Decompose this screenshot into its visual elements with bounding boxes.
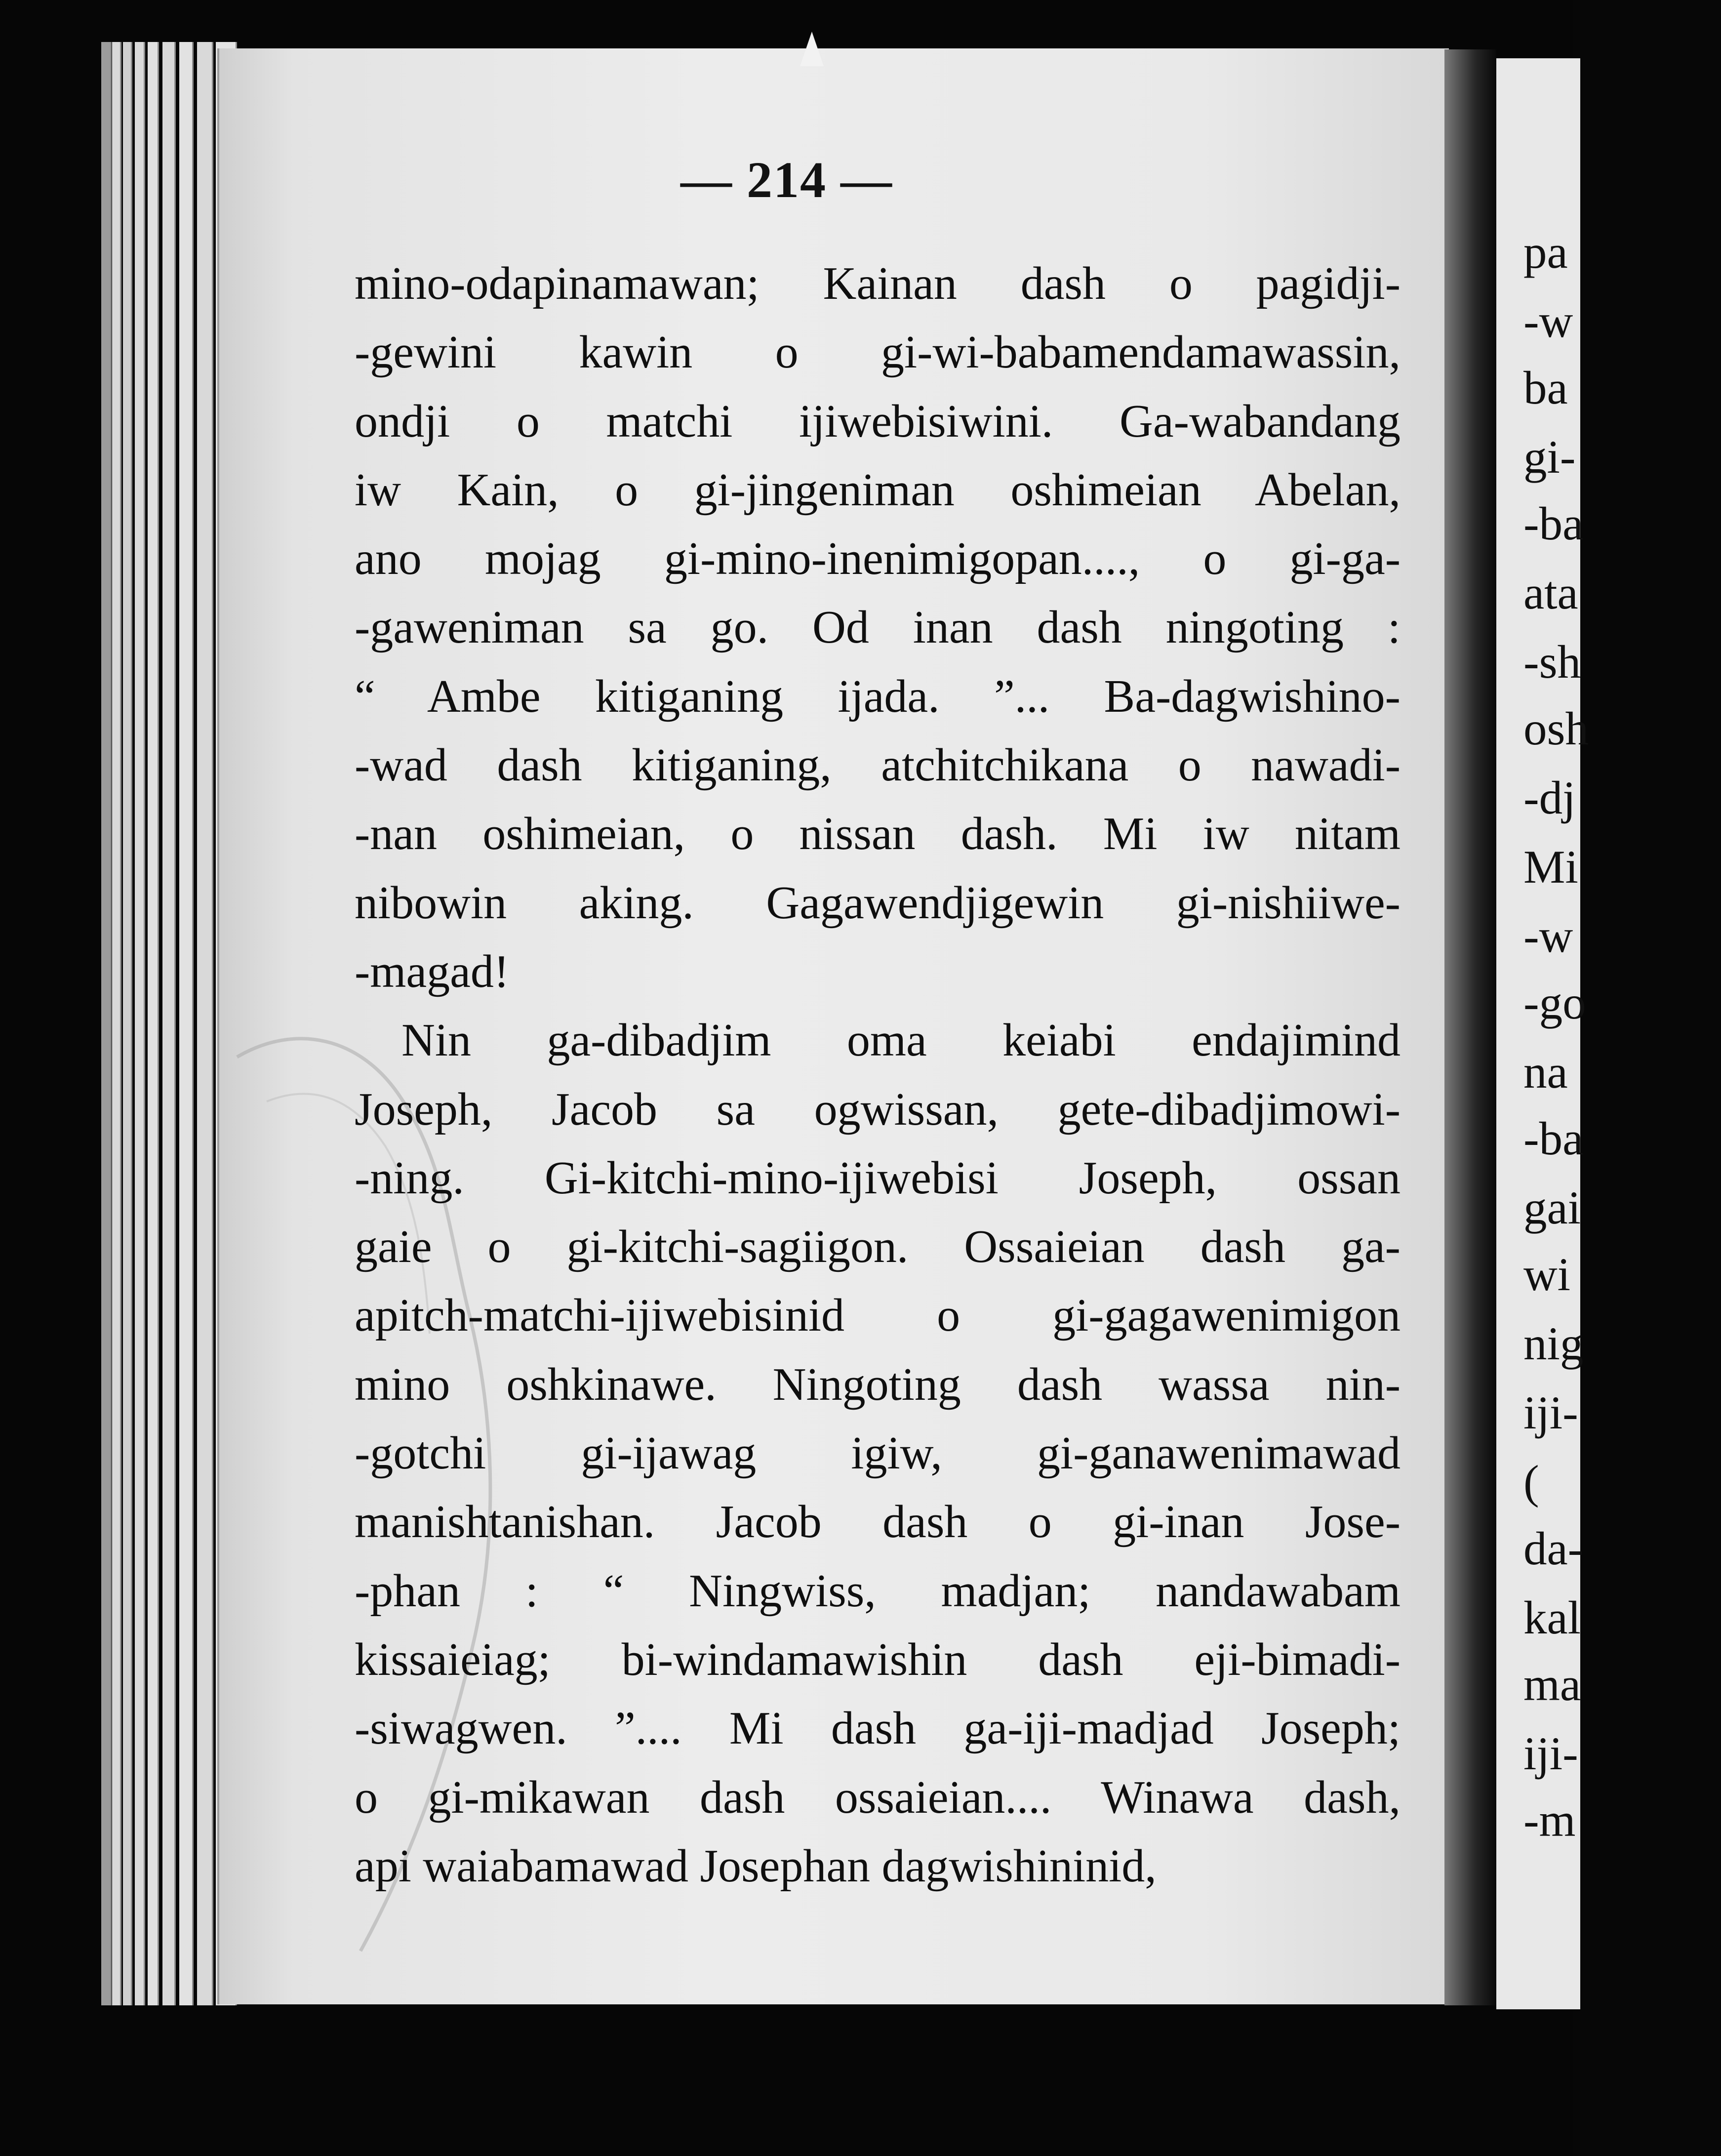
facing-text-fragment: iji- [1523, 1727, 1578, 1780]
facing-text-fragment: -go [1523, 976, 1586, 1029]
facing-text-fragment: -sh [1523, 636, 1581, 688]
text-line: -siwagwen. ”.... Mi dash ga-iji-madjad Joseph; [355, 1703, 1401, 1754]
facing-text-fragment: -m [1523, 1794, 1576, 1846]
body-text [355, 249, 1401, 1901]
facing-text-fragment: wi [1523, 1248, 1570, 1301]
facing-text-fragment: -dj [1523, 772, 1576, 824]
facing-text-fragment: Mi [1523, 841, 1578, 893]
text-line: -phan : “ Ningwiss, madjan; nandawabam [355, 1565, 1401, 1617]
text-line: -magad! [355, 945, 510, 997]
text-line: o gi-mikawan dash ossaieian.... Winawa dash, [355, 1771, 1401, 1823]
facing-text-fragment: gi- [1523, 431, 1576, 483]
text-line: -gaweniman sa go. Od inan dash ningoting : [355, 602, 1401, 653]
text-line: iw Kain, o gi-jingeniman oshimeian Abelan, [355, 464, 1401, 516]
text-line: Joseph, Jacob sa ogwissan, gete-dibadjimowi- [355, 1083, 1401, 1135]
text-line: ano mojag gi-mino-inenimigopan...., o gi-ga- [355, 533, 1401, 585]
facing-text-fragment: na [1523, 1046, 1568, 1098]
text-line: -nan oshimeian, o nissan dash. Mi iw nitam [355, 808, 1401, 860]
facing-text-fragment: -ba [1523, 1112, 1584, 1165]
text-line: “ Ambe kitiganing ijada. ”... Ba-dagwishino- [355, 670, 1401, 722]
text-line: Nin ga-dibadjim oma keiabi endajimind [401, 1015, 1401, 1066]
facing-text-fragment: nig [1523, 1317, 1584, 1370]
page-number: — 214 — [680, 152, 893, 208]
text-line: apitch-matchi-ijiwebisinid o gi-gagawenimigon [355, 1290, 1401, 1342]
text-line: mino oshkinawe. Ningoting dash wassa nin- [355, 1358, 1401, 1410]
facing-text-fragment: -w [1523, 295, 1573, 347]
book-gutter [1444, 49, 1496, 2005]
facing-text-fragment: pa [1523, 226, 1568, 278]
facing-text-fragment: -w [1523, 910, 1573, 962]
text-line: -gotchi gi-ijawag igiw, gi-ganawenimawad [355, 1427, 1401, 1479]
facing-text-fragment: ba [1523, 362, 1568, 414]
text-line: kissaieiag; bi-windamawishin dash eji-bimadi- [355, 1633, 1401, 1685]
facing-text-fragment: gai [1523, 1181, 1581, 1234]
text-line: ondji o matchi ijiwebisiwini. Ga-wabandang [355, 395, 1401, 447]
facing-page-edge [1496, 58, 1589, 2009]
facing-text-fragment: da- [1523, 1522, 1584, 1575]
facing-text-fragment: ata [1523, 567, 1578, 619]
facing-text-fragment: -ba [1523, 497, 1584, 550]
text-line: manishtanishan. Jacob dash o gi-inan Jose- [355, 1496, 1401, 1548]
facing-text-fragment: osh [1523, 702, 1589, 755]
facing-text-fragment: kal [1523, 1591, 1581, 1644]
facing-text-fragment: ma [1523, 1658, 1581, 1710]
text-line: gaie o gi-kitchi-sagiigon. Ossaieian dash ga- [355, 1221, 1401, 1273]
scan-marker-arrow [800, 32, 824, 66]
text-line: -wad dash kitiganing, atchitchikana o nawadi- [355, 739, 1401, 791]
text-line: mino-odapinamawan; Kainan dash o pagidji- [355, 258, 1401, 309]
facing-text-fragment: iji- [1523, 1386, 1578, 1439]
text-line: -ning. Gi-kitchi-mino-ijiwebisi Joseph, ossan [355, 1152, 1401, 1204]
facing-text-fragment: ( [1523, 1456, 1539, 1508]
text-line: nibowin aking. Gagawendjigewin gi-nishiiwe- [355, 877, 1401, 929]
text-line: api waiabamawad Josephan dagwishininid, [355, 1840, 1157, 1892]
text-line: -gewini kawin o gi-wi-babamendamawassin, [355, 326, 1401, 378]
